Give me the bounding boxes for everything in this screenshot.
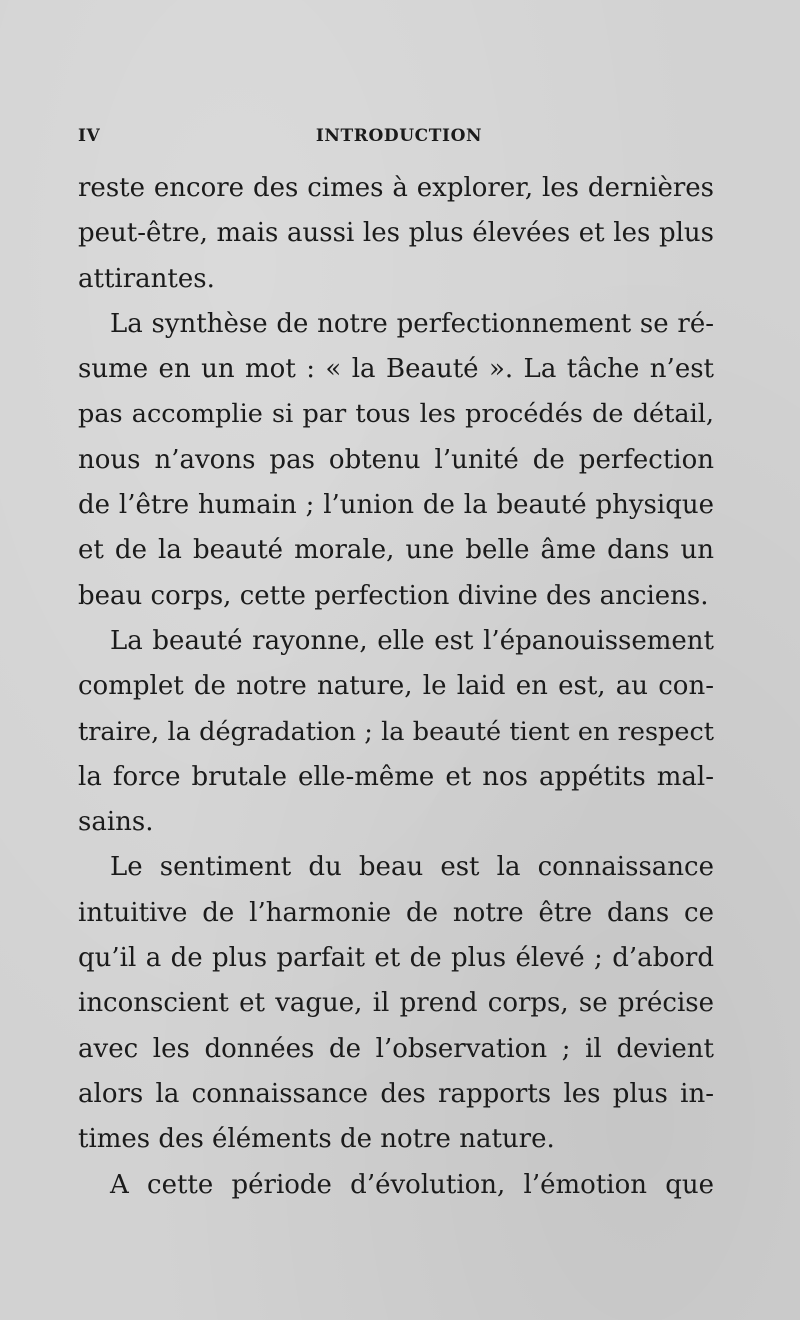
chapter-title: INTRODUCTION [315, 126, 483, 146]
text-line: sains. [78, 807, 154, 838]
text-line: times des éléments de notre nature. [78, 1124, 555, 1155]
running-head [78, 126, 714, 148]
text-line: de l’être humain ; l’union de la beauté physique [78, 490, 714, 521]
text-line: La synthèse de notre perfectionnement se ré- [110, 308, 714, 339]
text-line: attirantes. [78, 263, 215, 294]
text-line: alors la connaissance des rapports les plus in- [78, 1078, 714, 1109]
text-line: Le sentiment du beau est la connaissance [110, 852, 714, 883]
text-line: beau corps, cette perfection divine des anciens. [78, 580, 709, 611]
text-line: La beauté rayonne, elle est l’épanouissement [110, 625, 714, 656]
text-line: traire, la dégradation ; la beauté tient en respect [78, 716, 714, 747]
text-line: et de la beauté morale, une belle âme dans un [78, 535, 714, 566]
text-line: inconscient et vague, il prend corps, se précise [78, 988, 714, 1019]
text-line: la force brutale elle-même et nos appétits mal- [78, 761, 714, 792]
text-line: reste encore des cimes à explorer, les dernières [78, 173, 714, 203]
text-line: peut-être, mais aussi les plus élevées et les plus [78, 218, 714, 249]
text-line: sume en un mot : « la Beauté ». La tâche n’est [78, 354, 714, 385]
body-text [78, 166, 714, 1208]
text-line: complet de notre nature, le laid en est, au con- [78, 671, 714, 702]
text-line: intuitive de l’harmonie de notre être dans ce [78, 897, 714, 928]
text-line: qu’il a de plus parfait et de plus élevé ; d’abord [78, 943, 714, 974]
text-line: pas accomplie si par tous les procédés de détail, [78, 399, 714, 430]
text-line: avec les données de l’observation ; il devient [78, 1033, 714, 1064]
text-line: A cette période d’évolution, l’émotion que [110, 1169, 714, 1200]
text-line: nous n’avons pas obtenu l’unité de perfection [78, 444, 714, 475]
page-number: IV [78, 126, 101, 146]
